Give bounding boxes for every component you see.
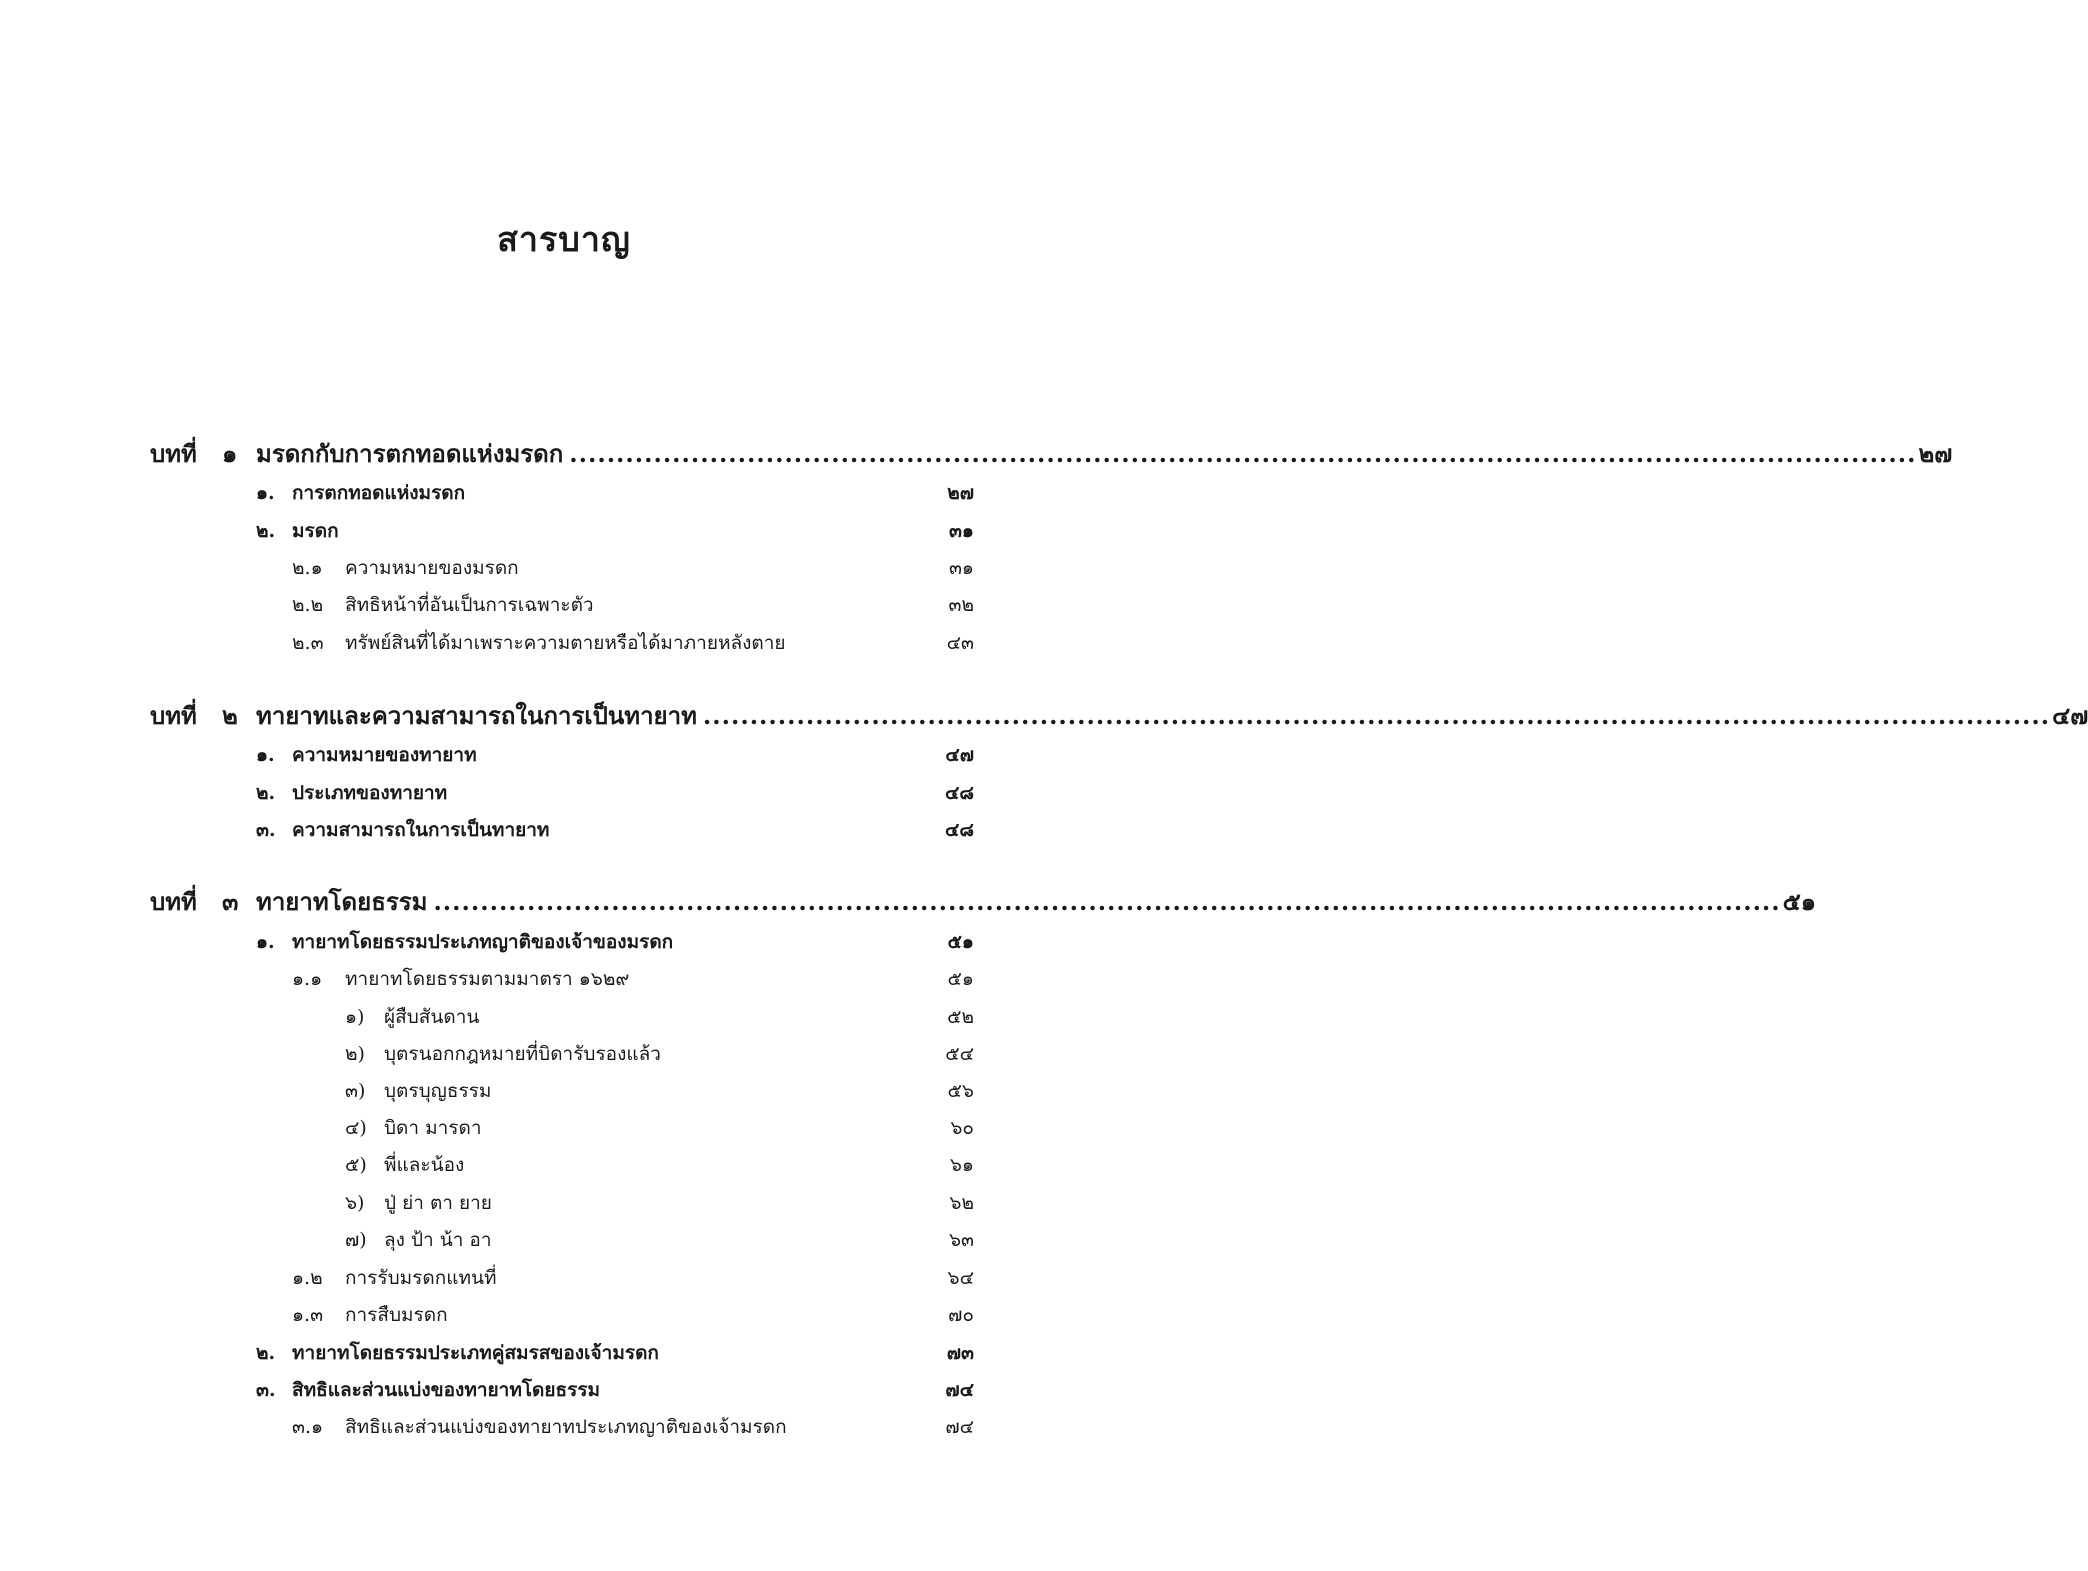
entry-number: ๒. xyxy=(256,520,276,542)
entry-page: ๕๔ xyxy=(945,1043,974,1065)
toc-entry[interactable] xyxy=(0,962,1128,996)
toc-entry[interactable] xyxy=(0,1037,1128,1071)
entry-label: ความสามารถในการเป็นทายาท xyxy=(292,819,550,841)
chapter-number: ๑ xyxy=(222,439,238,468)
chapter-page: ๒๗ xyxy=(1918,439,1953,468)
entry-label: การสืบมรดก xyxy=(345,1304,448,1326)
toc-entry[interactable] xyxy=(0,626,1128,660)
entry-number: ๖) xyxy=(345,1192,365,1214)
entry-page: ๕๒ xyxy=(947,1006,974,1028)
entry-page: ๔๗ xyxy=(945,744,974,766)
toc-entry[interactable] xyxy=(0,1336,1128,1370)
entry-label: มรดก xyxy=(292,520,339,542)
entry-number: ๒. xyxy=(256,782,276,804)
entry-label: ปู่ ย่า ตา ยาย xyxy=(384,1192,492,1214)
toc-entry[interactable] xyxy=(0,1298,1128,1332)
chapter-title: มรดกกับการตกทอดแห่งมรดก xyxy=(256,439,564,468)
entry-label: ความหมายของมรดก xyxy=(345,557,519,579)
toc-entry[interactable] xyxy=(0,1261,1128,1295)
entry-number: ๒.๓ xyxy=(292,632,324,654)
entry-page: ๒๗ xyxy=(947,482,974,504)
entry-number: ๑) xyxy=(345,1006,365,1028)
entry-number: ๒.๑ xyxy=(292,557,323,579)
entry-page: ๕๖ xyxy=(947,1080,974,1102)
page-title: สารบาญ xyxy=(497,220,631,260)
entry-number: ๓.๑ xyxy=(292,1416,324,1438)
entry-label: บิดา มารดา xyxy=(384,1117,482,1139)
entry-number: ๑.๓ xyxy=(292,1304,324,1326)
toc-entry[interactable] xyxy=(0,1186,1128,1220)
entry-label: ทายาทโดยธรรมประเภทญาติของเจ้าของมรดก xyxy=(292,931,674,953)
toc-entry[interactable] xyxy=(0,1373,1128,1407)
entry-number: ๒. xyxy=(256,1342,276,1364)
entry-number: ๗) xyxy=(345,1229,367,1251)
toc-chapter-1[interactable] xyxy=(0,434,1953,474)
toc-entry[interactable] xyxy=(0,776,1128,810)
toc-entry[interactable] xyxy=(0,476,1128,510)
chapter-title: ทายาทและความสามารถในการเป็นทายาท xyxy=(256,701,697,730)
chapter-page: ๔๗ xyxy=(2052,701,2088,730)
entry-label: พี่และน้อง xyxy=(384,1154,465,1176)
entry-label: ทายาทโดยธรรมตามมาตรา ๑๖๒๙ xyxy=(345,968,630,990)
entry-number: ๔) xyxy=(345,1117,367,1139)
entry-number: ๒.๒ xyxy=(292,594,324,616)
entry-page: ๗๓ xyxy=(946,1342,974,1364)
entry-page: ๕๑ xyxy=(947,968,974,990)
entry-number: ๑. xyxy=(256,482,275,504)
entry-label: การรับมรดกแทนที่ xyxy=(345,1267,497,1289)
entry-label: สิทธิและส่วนแบ่งของทายาทโดยธรรม xyxy=(292,1379,601,1401)
toc-chapter-3[interactable] xyxy=(0,882,1817,922)
entry-page: ๗๔ xyxy=(945,1416,974,1438)
toc-entry[interactable] xyxy=(0,1000,1128,1034)
entry-label: ความหมายของทายาท xyxy=(292,744,477,766)
entry-page: ๖๐ xyxy=(950,1117,974,1139)
entry-number: ๑. xyxy=(256,931,275,953)
entry-number: ๓. xyxy=(256,1379,276,1401)
entry-page: ๖๒ xyxy=(949,1192,974,1214)
entry-page: ๔๘ xyxy=(944,819,974,841)
entry-label: บุตรบุญธรรม xyxy=(384,1080,492,1102)
entry-page: ๗๐ xyxy=(948,1304,974,1326)
chapter-label: บทที่ xyxy=(150,439,197,468)
entry-page: ๗๔ xyxy=(945,1379,974,1401)
chapter-number: ๓ xyxy=(222,887,239,916)
entry-page: ๓๒ xyxy=(948,594,974,616)
chapter-page: ๕๑ xyxy=(1782,887,1817,916)
entry-page: ๔๘ xyxy=(944,782,974,804)
entry-number: ๑.๑ xyxy=(292,968,323,990)
entry-number: ๑.๒ xyxy=(292,1267,323,1289)
dot-leader: ................................................................................................................................................ xyxy=(569,439,1917,468)
entry-page: ๖๑ xyxy=(949,1154,974,1176)
entry-number: ๒) xyxy=(345,1043,365,1065)
entry-label: ทายาทโดยธรรมประเภทคู่สมรสของเจ้ามรดก xyxy=(292,1342,659,1364)
entry-page: ๔๓ xyxy=(946,632,974,654)
dot-leader: ................................................................................................................................................ xyxy=(702,701,2051,730)
toc-entry[interactable] xyxy=(0,738,1128,772)
entry-number: ๑. xyxy=(256,744,275,766)
entry-label: การตกทอดแห่งมรดก xyxy=(292,482,466,504)
toc-entry[interactable] xyxy=(0,1074,1128,1108)
toc-entry[interactable] xyxy=(0,514,1128,548)
entry-number: ๓) xyxy=(345,1080,366,1102)
chapter-number: ๒ xyxy=(222,701,238,730)
toc-entry[interactable] xyxy=(0,551,1128,585)
entry-label: ผู้สืบสันดาน xyxy=(384,1006,480,1028)
entry-label: ทรัพย์สินที่ได้มาเพราะความตายหรือได้มาภายหลังตาย xyxy=(345,632,786,654)
entry-label: สิทธิหน้าที่อันเป็นการเฉพาะตัว xyxy=(345,594,594,616)
toc-entry[interactable] xyxy=(0,813,1128,847)
entry-page: ๓๑ xyxy=(948,557,974,579)
dot-leader: ................................................................................................................................................ xyxy=(433,887,1781,916)
entry-page: ๖๔ xyxy=(947,1267,974,1289)
entry-label: บุตรนอกกฎหมายที่บิดารับรองแล้ว xyxy=(384,1043,661,1065)
toc-entry[interactable] xyxy=(0,1223,1128,1257)
toc-entry[interactable] xyxy=(0,1148,1128,1182)
toc-entry[interactable] xyxy=(0,1410,1128,1444)
chapter-label: บทที่ xyxy=(150,701,197,730)
chapter-title: ทายาทโดยธรรม xyxy=(256,887,428,916)
entry-page: ๖๓ xyxy=(948,1229,974,1251)
entry-label: ลุง ป้า น้า อา xyxy=(384,1229,492,1251)
entry-page: ๓๑ xyxy=(948,520,974,542)
entry-page: ๕๑ xyxy=(947,931,974,953)
toc-entry[interactable] xyxy=(0,925,1128,959)
entry-number: ๓. xyxy=(256,819,276,841)
entry-label: ประเภทของทายาท xyxy=(292,782,448,804)
toc-entry[interactable] xyxy=(0,588,1128,622)
toc-entry[interactable] xyxy=(0,1111,1128,1145)
chapter-label: บทที่ xyxy=(150,887,197,916)
entry-number: ๕) xyxy=(345,1154,367,1176)
entry-label: สิทธิและส่วนแบ่งของทายาทประเภทญาติของเจ้ามรดก xyxy=(345,1416,787,1438)
toc-chapter-2[interactable] xyxy=(0,696,2088,736)
